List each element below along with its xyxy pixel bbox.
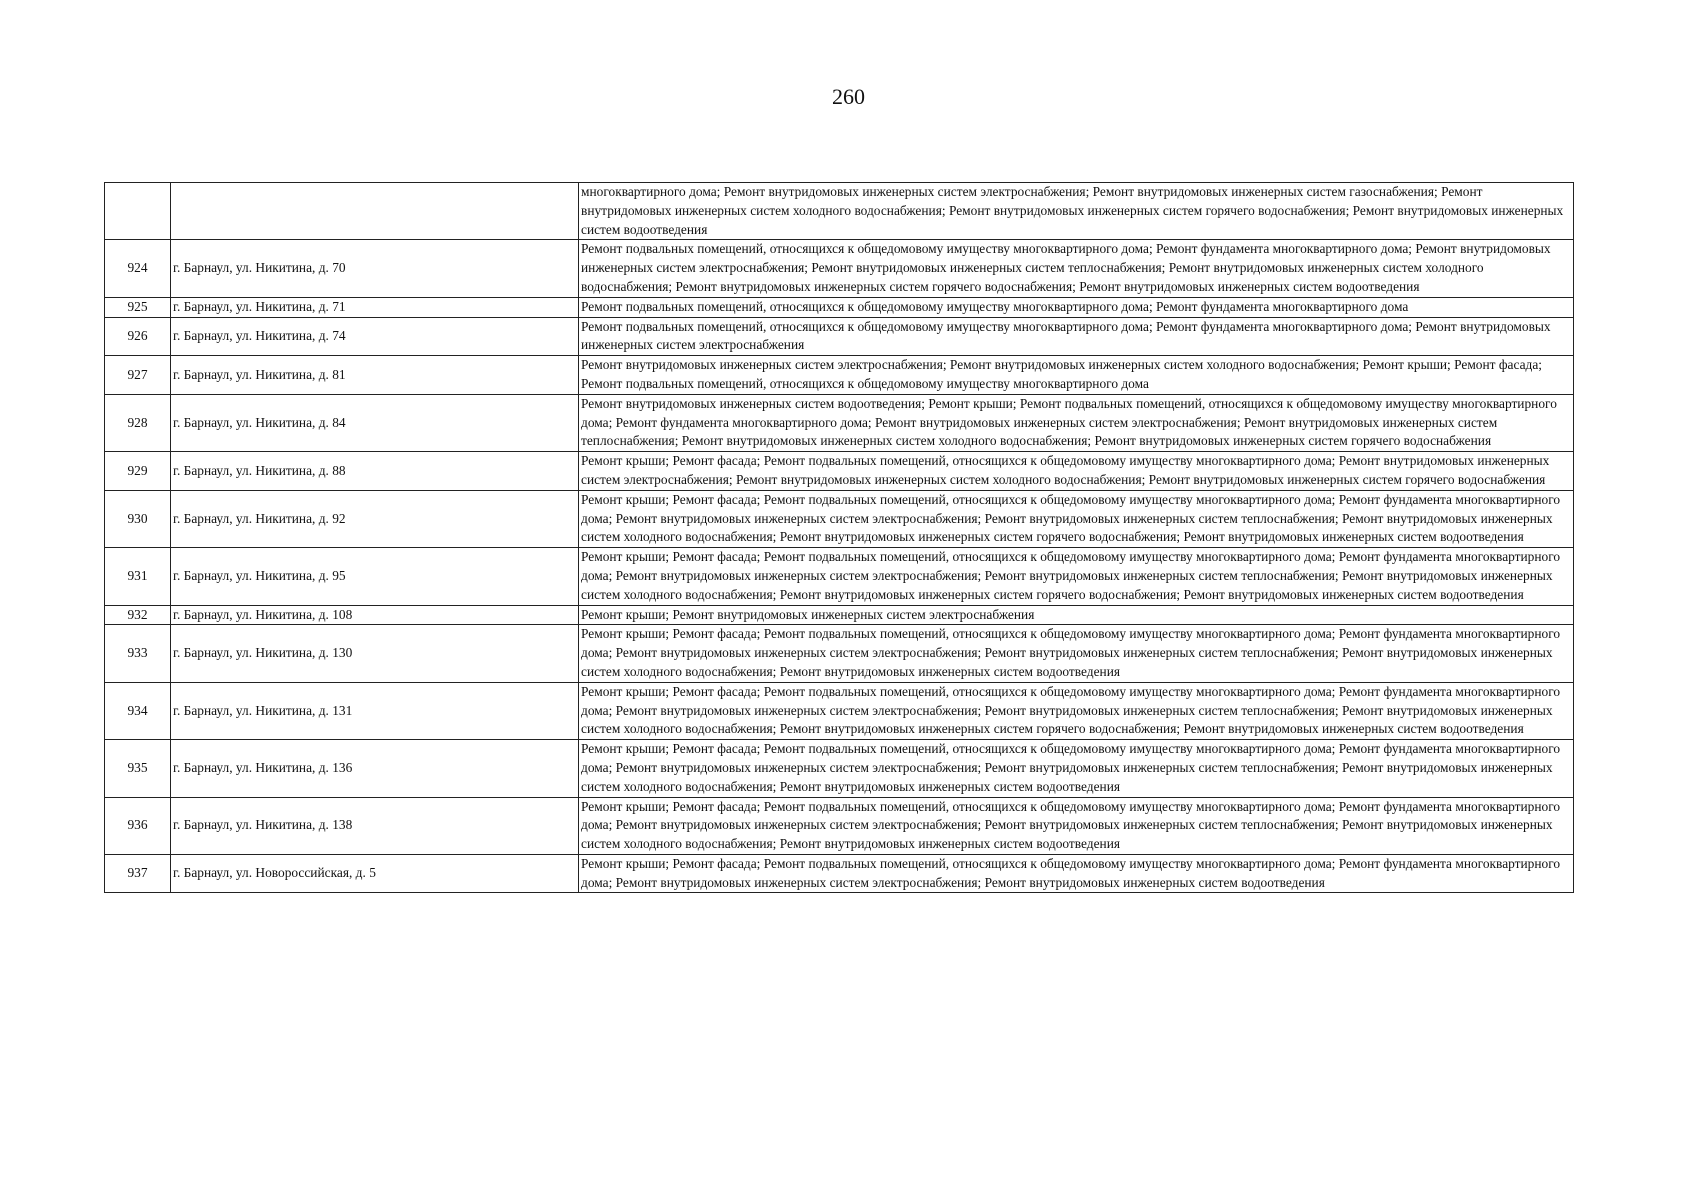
table-row-continuation — [105, 183, 1574, 240]
row-number: 935 — [105, 740, 171, 797]
row-address: г. Барнаул, ул. Никитина, д. 108 — [171, 605, 579, 625]
row-number: 937 — [105, 854, 171, 893]
table-row — [105, 548, 1574, 605]
works-table — [104, 182, 1574, 893]
row-works: многоквартирного дома; Ремонт внутридомовых инженерных систем электроснабжения; Ремонт внутридомовых инженерных систем газоснабжения; Ремонт внутридомовых инженерных систем холодного водоснабжения; Ремонт внутридомовых инженерных систем горячего водоснабжения; Ремонт внутридомовых инженерных систем водоотведения — [579, 183, 1574, 240]
row-address: г. Барнаул, ул. Никитина, д. 130 — [171, 625, 579, 682]
table-row — [105, 394, 1574, 451]
row-address: г. Барнаул, ул. Никитина, д. 74 — [171, 317, 579, 356]
row-works: Ремонт подвальных помещений, относящихся к общедомовому имуществу многоквартирного дома; Ремонт фундамента многоквартирного дома; Ремонт внутридомовых инженерных систем электроснабжения; Ремонт внутридомовых инженерных систем теплоснабжения; Ремонт внутридомовых инженерных систем холодного водоснабжения; Ремонт внутридомовых инженерных систем горячего водоснабжения; Ремонт внутридомовых инженерных систем водоотведения — [579, 240, 1574, 297]
row-address: г. Барнаул, ул. Никитина, д. 84 — [171, 394, 579, 451]
row-address: г. Барнаул, ул. Никитина, д. 88 — [171, 452, 579, 491]
row-works: Ремонт внутридомовых инженерных систем водоотведения; Ремонт крыши; Ремонт подвальных помещений, относящихся к общедомовому имуществу многоквартирного дома; Ремонт фундамента многоквартирного дома; Ремонт внутридомовых инженерных систем электроснабжения; Ремонт внутридомовых инженерных систем теплоснабжения; Ремонт внутридомовых инженерных систем холодного водоснабжения; Ремонт внутридомовых инженерных систем горячего водоснабжения — [579, 394, 1574, 451]
row-works: Ремонт крыши; Ремонт фасада; Ремонт подвальных помещений, относящихся к общедомовому имуществу многоквартирного дома; Ремонт фундамента многоквартирного дома; Ремонт внутридомовых инженерных систем электроснабжения; Ремонт внутридомовых инженерных систем водоотведения — [579, 854, 1574, 893]
row-number: 930 — [105, 490, 171, 547]
row-number: 926 — [105, 317, 171, 356]
row-address: г. Барнаул, ул. Никитина, д. 131 — [171, 682, 579, 739]
row-works: Ремонт подвальных помещений, относящихся к общедомовому имуществу многоквартирного дома; Ремонт фундамента многоквартирного дома; Ремонт внутридомовых инженерных систем электроснабжения — [579, 317, 1574, 356]
row-works: Ремонт внутридомовых инженерных систем электроснабжения; Ремонт внутридомовых инженерных систем холодного водоснабжения; Ремонт крыши; Ремонт фасада; Ремонт подвальных помещений, относящихся к общедомовому имуществу многоквартирного дома — [579, 356, 1574, 395]
works-table-body — [105, 183, 1574, 893]
table-row — [105, 490, 1574, 547]
row-number: 931 — [105, 548, 171, 605]
row-number: 924 — [105, 240, 171, 297]
table-row — [105, 452, 1574, 491]
row-number — [105, 183, 171, 240]
row-address: г. Барнаул, ул. Никитина, д. 95 — [171, 548, 579, 605]
table-row — [105, 682, 1574, 739]
row-works: Ремонт крыши; Ремонт фасада; Ремонт подвальных помещений, относящихся к общедомовому имуществу многоквартирного дома; Ремонт фундамента многоквартирного дома; Ремонт внутридомовых инженерных систем электроснабжения; Ремонт внутридомовых инженерных систем теплоснабжения; Ремонт внутридомовых инженерных систем холодного водоснабжения; Ремонт внутридомовых инженерных систем горячего водоснабжения; Ремонт внутридомовых инженерных систем водоотведения — [579, 682, 1574, 739]
row-works: Ремонт крыши; Ремонт внутридомовых инженерных систем электроснабжения — [579, 605, 1574, 625]
row-number: 927 — [105, 356, 171, 395]
row-works: Ремонт крыши; Ремонт фасада; Ремонт подвальных помещений, относящихся к общедомовому имуществу многоквартирного дома; Ремонт фундамента многоквартирного дома; Ремонт внутридомовых инженерных систем электроснабжения; Ремонт внутридомовых инженерных систем теплоснабжения; Ремонт внутридомовых инженерных систем холодного водоснабжения; Ремонт внутридомовых инженерных систем водоотведения — [579, 625, 1574, 682]
row-address: г. Барнаул, ул. Никитина, д. 70 — [171, 240, 579, 297]
table-row — [105, 740, 1574, 797]
row-number: 933 — [105, 625, 171, 682]
row-number: 929 — [105, 452, 171, 491]
row-number: 925 — [105, 297, 171, 317]
row-number: 934 — [105, 682, 171, 739]
table-row — [105, 625, 1574, 682]
table-row — [105, 854, 1574, 893]
row-works: Ремонт подвальных помещений, относящихся к общедомовому имуществу многоквартирного дома; Ремонт фундамента многоквартирного дома — [579, 297, 1574, 317]
row-works: Ремонт крыши; Ремонт фасада; Ремонт подвальных помещений, относящихся к общедомовому имуществу многоквартирного дома; Ремонт фундамента многоквартирного дома; Ремонт внутридомовых инженерных систем электроснабжения; Ремонт внутридомовых инженерных систем теплоснабжения; Ремонт внутридомовых инженерных систем холодного водоснабжения; Ремонт внутридомовых инженерных систем водоотведения — [579, 797, 1574, 854]
row-works: Ремонт крыши; Ремонт фасада; Ремонт подвальных помещений, относящихся к общедомовому имуществу многоквартирного дома; Ремонт фундамента многоквартирного дома; Ремонт внутридомовых инженерных систем электроснабжения; Ремонт внутридомовых инженерных систем теплоснабжения; Ремонт внутридомовых инженерных систем холодного водоснабжения; Ремонт внутридомовых инженерных систем водоотведения — [579, 740, 1574, 797]
row-address: г. Барнаул, ул. Никитина, д. 138 — [171, 797, 579, 854]
row-address — [171, 183, 579, 240]
table-row — [105, 356, 1574, 395]
row-address: г. Барнаул, ул. Никитина, д. 92 — [171, 490, 579, 547]
page-number: 260 — [832, 84, 865, 109]
row-address: г. Барнаул, ул. Никитина, д. 71 — [171, 297, 579, 317]
row-address: г. Барнаул, ул. Новороссийская, д. 5 — [171, 854, 579, 893]
table-row — [105, 297, 1574, 317]
row-works: Ремонт крыши; Ремонт фасада; Ремонт подвальных помещений, относящихся к общедомовому имуществу многоквартирного дома; Ремонт внутридомовых инженерных систем электроснабжения; Ремонт внутридомовых инженерных систем холодного водоснабжения; Ремонт внутридомовых инженерных систем горячего водоснабжения — [579, 452, 1574, 491]
row-works: Ремонт крыши; Ремонт фасада; Ремонт подвальных помещений, относящихся к общедомовому имуществу многоквартирного дома; Ремонт фундамента многоквартирного дома; Ремонт внутридомовых инженерных систем электроснабжения; Ремонт внутридомовых инженерных систем теплоснабжения; Ремонт внутридомовых инженерных систем холодного водоснабжения; Ремонт внутридомовых инженерных систем горячего водоснабжения; Ремонт внутридомовых инженерных систем водоотведения — [579, 548, 1574, 605]
row-address: г. Барнаул, ул. Никитина, д. 136 — [171, 740, 579, 797]
row-number: 928 — [105, 394, 171, 451]
row-works: Ремонт крыши; Ремонт фасада; Ремонт подвальных помещений, относящихся к общедомовому имуществу многоквартирного дома; Ремонт фундамента многоквартирного дома; Ремонт внутридомовых инженерных систем электроснабжения; Ремонт внутридомовых инженерных систем теплоснабжения; Ремонт внутридомовых инженерных систем холодного водоснабжения; Ремонт внутридомовых инженерных систем горячего водоснабжения; Ремонт внутридомовых инженерных систем водоотведения — [579, 490, 1574, 547]
table-row — [105, 317, 1574, 356]
row-number: 932 — [105, 605, 171, 625]
row-address: г. Барнаул, ул. Никитина, д. 81 — [171, 356, 579, 395]
table-row — [105, 240, 1574, 297]
table-row — [105, 797, 1574, 854]
row-number: 936 — [105, 797, 171, 854]
table-row — [105, 605, 1574, 625]
